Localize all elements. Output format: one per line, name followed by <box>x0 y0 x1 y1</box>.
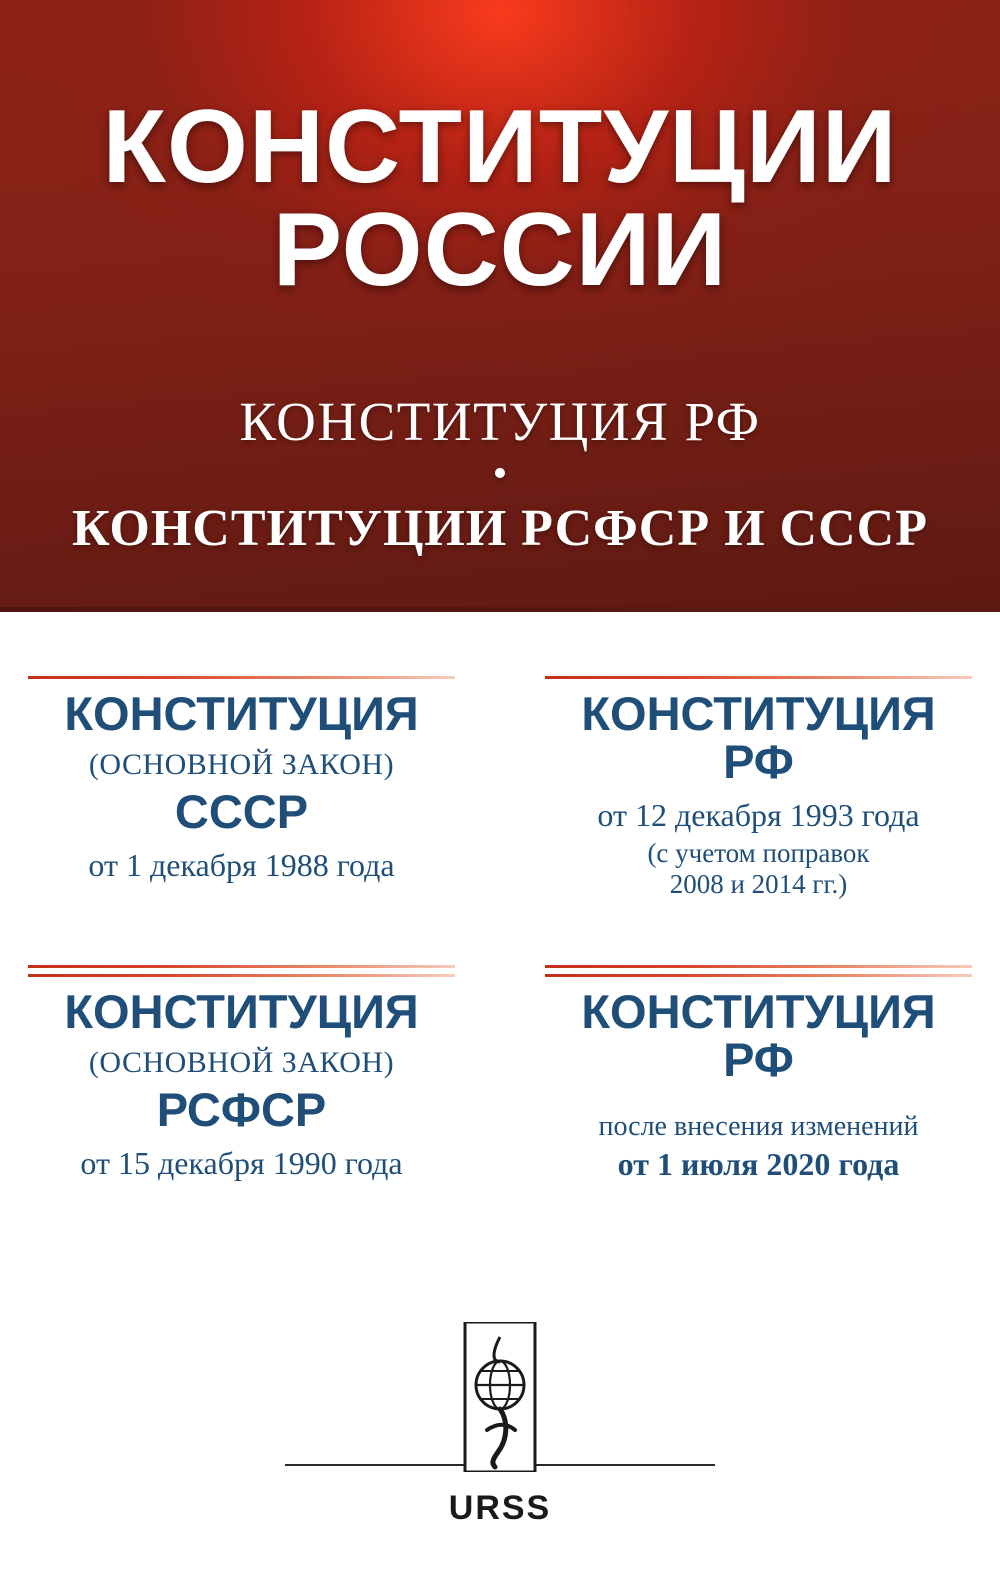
block-heading: КОНСТИТУЦИЯ <box>64 985 419 1038</box>
subtitle-secondary: КОНСТИТУЦИИ РСФСР И СССР <box>72 500 928 557</box>
block-heading: КОНСТИТУЦИЯ <box>581 687 936 740</box>
block-date: от 1 декабря 1988 года <box>88 846 395 883</box>
content-block-ussr-1988 <box>22 676 461 968</box>
page-title <box>0 89 1000 308</box>
content-block-rsfsr-1990 <box>22 974 461 1266</box>
subtitle-primary: КОНСТИТУЦИЯ РФ <box>239 391 761 452</box>
publisher-name: URSS <box>448 1489 552 1527</box>
urss-globe-logo-icon <box>457 1322 543 1472</box>
block-date-note-line-1: (с учетом поправок <box>647 837 870 868</box>
cover-banner <box>0 0 1000 612</box>
block-parenthetical: (ОСНОВНОЙ ЗАКОН) <box>88 1045 395 1079</box>
block-heading: КОНСТИТУЦИЯ <box>581 985 936 1038</box>
contents-grid <box>22 676 978 1266</box>
publisher-logo <box>0 1322 1000 1528</box>
content-block-rf-1993 <box>539 676 978 968</box>
block-heading-second-line: РФ <box>723 1032 794 1086</box>
block-state-name: СССР <box>174 784 309 838</box>
block-heading-second-line: РФ <box>723 734 794 788</box>
title-line-2: РОССИИ <box>272 191 728 308</box>
block-date: от 15 декабря 1990 года <box>80 1144 403 1181</box>
cover-subtitle <box>0 392 1000 557</box>
content-block-rf-2020 <box>539 974 978 1266</box>
block-state-name: РСФСР <box>156 1082 327 1136</box>
block-heading: КОНСТИТУЦИЯ <box>64 687 419 740</box>
block-date: от 1 июля 2020 года <box>617 1146 900 1183</box>
block-date: от 12 декабря 1993 года <box>597 796 920 833</box>
block-parenthetical: (ОСНОВНОЙ ЗАКОН) <box>88 747 395 781</box>
subtitle-separator-dot: • <box>492 450 508 497</box>
title-line-1: КОНСТИТУЦИИ <box>102 89 898 205</box>
block-date-note-line-2: 2008 и 2014 гг.) <box>669 868 848 899</box>
block-note: после внесения изменений <box>598 1110 919 1142</box>
